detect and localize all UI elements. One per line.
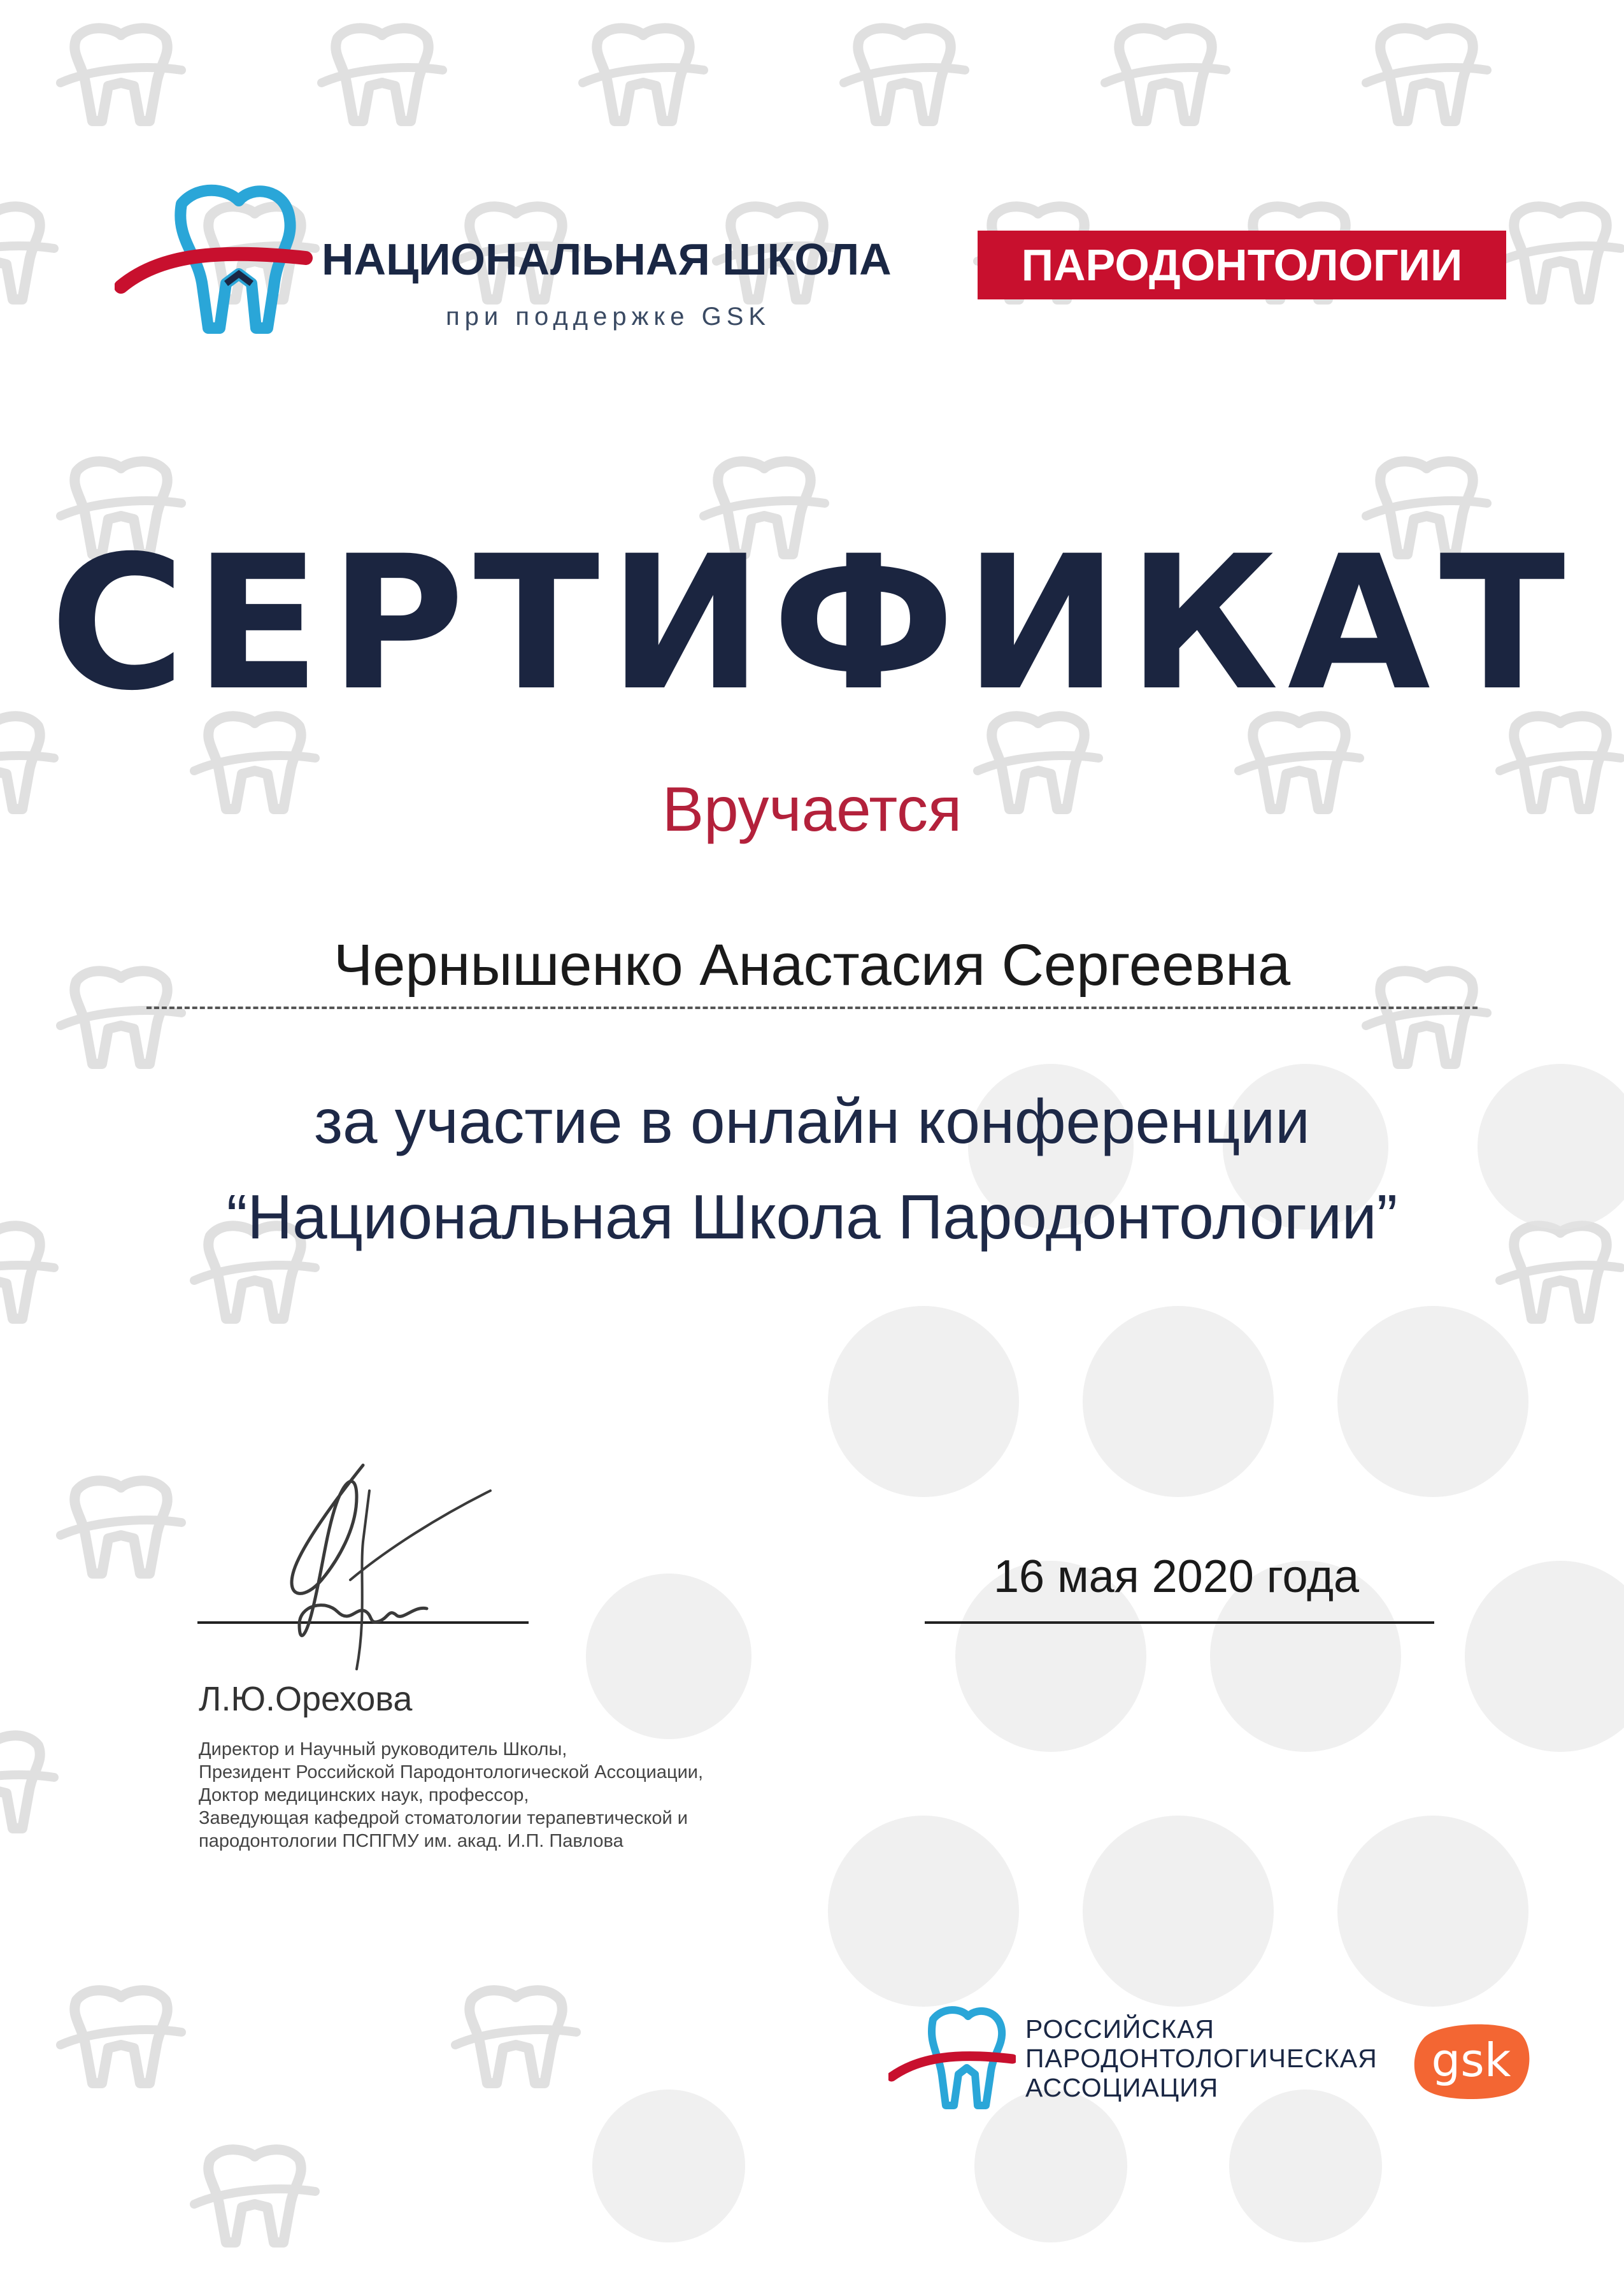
tooth-logo-icon	[115, 178, 318, 338]
association-logo-icon	[888, 2000, 1016, 2115]
header-subtitle: при поддержке GSK	[446, 303, 771, 331]
association-name-line: ПАРОДОНТОЛОГИЧЕСКАЯ	[1025, 2044, 1378, 2073]
association-name	[1025, 2014, 1378, 2102]
signatory-position-line: пародонтологии ПСПГМУ им. акад. И.П. Павлова	[199, 1831, 623, 1851]
gsk-logo-text: gsk	[1431, 2033, 1511, 2087]
date-line	[925, 1621, 1434, 1624]
reason-line-1: за участие в онлайн конференции	[314, 1086, 1310, 1156]
signatory-position	[199, 1738, 899, 1853]
signatory-position-line: Доктор медицинских наук, профессор,	[199, 1785, 529, 1805]
issue-date: 16 мая 2020 года	[994, 1551, 1359, 1602]
signatory-position-line: Заведующая кафедрой стоматологии терапевтической и	[199, 1808, 688, 1828]
header-title-highlight: ПАРОДОНТОЛОГИИ	[978, 231, 1506, 299]
reason-line-2: “Национальная Школа Пародонтологии”	[226, 1182, 1398, 1252]
signatory-position-line: Директор и Научный руководитель Школы,	[199, 1739, 567, 1760]
header-title: НАЦИОНАЛЬНАЯ ШКОЛА	[322, 234, 892, 284]
awarded-label: Вручается	[662, 774, 962, 844]
association-name-line: РОССИЙСКАЯ	[1025, 2014, 1214, 2044]
certificate-title: СЕРТИФИКАТ	[50, 517, 1574, 731]
association-name-line: АССОЦИАЦИЯ	[1025, 2073, 1219, 2102]
recipient-divider	[146, 1007, 1478, 1009]
signatory-name: Л.Ю.Орехова	[199, 1680, 413, 1718]
recipient-name: Чернышенко Анастасия Сергеевна	[333, 933, 1291, 998]
signatory-position-line: Президент Российской Пародонтологической Ассоциации,	[199, 1762, 704, 1782]
signature-icon	[261, 1452, 503, 1695]
